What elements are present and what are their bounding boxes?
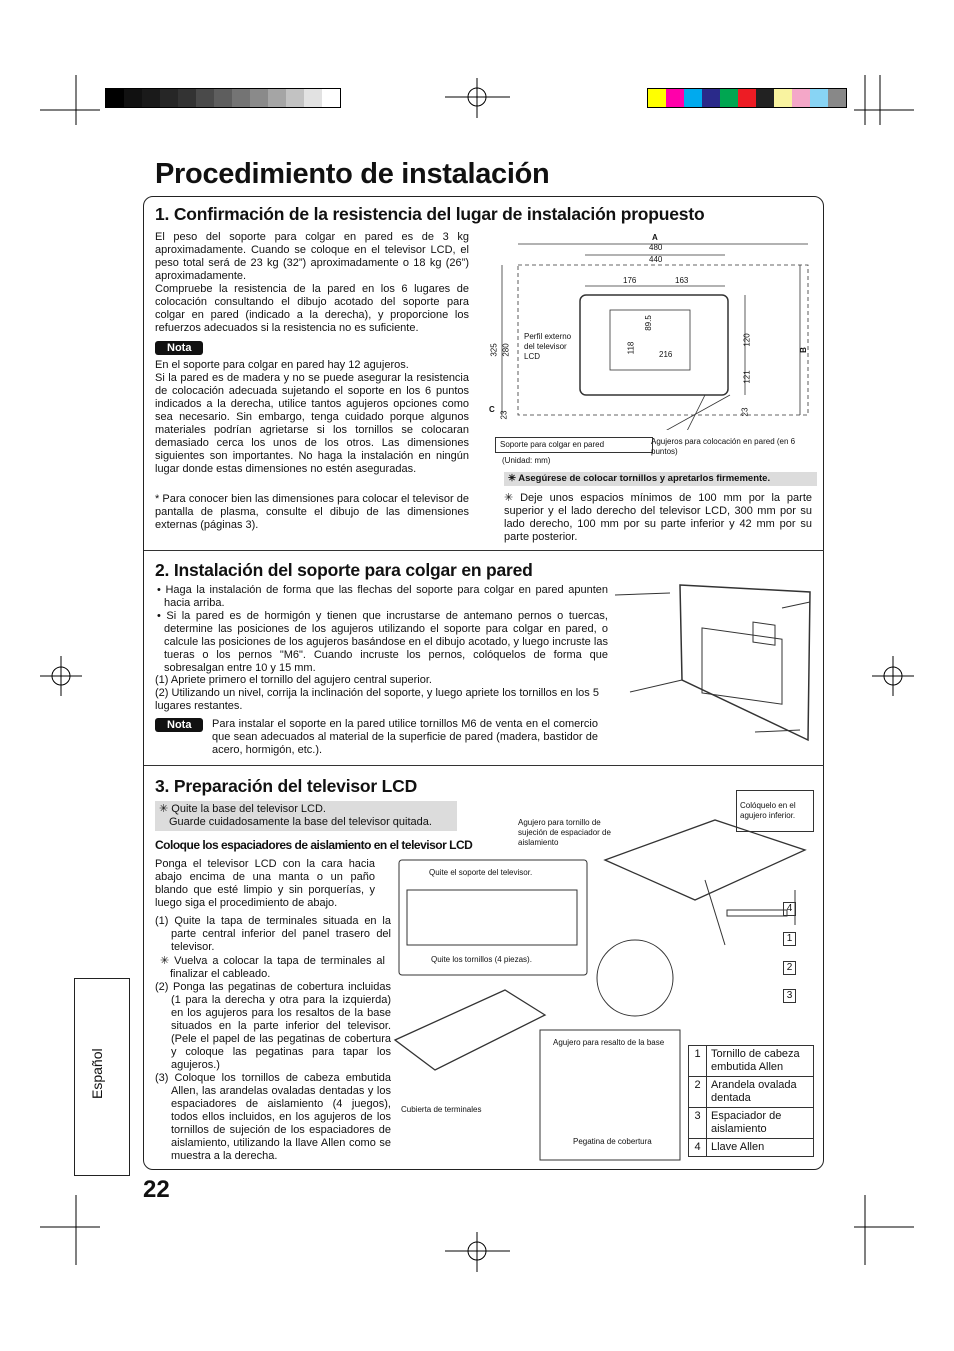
lbl-agujero-resalto: Agujero para resalto de la base — [553, 1038, 665, 1047]
color-swatch — [322, 89, 340, 107]
label-perfil-externo: Perfil externo del televisor LCD — [524, 332, 572, 361]
page-title: Procedimiento de instalación — [155, 158, 550, 190]
dim-163: 163 — [675, 276, 689, 285]
legend-row: 4 Llave Allen — [689, 1139, 814, 1157]
s2-bullet-1: • Haga la instalación de forma que las flechas del soporte para colgar en pared apunten hacia arriba. — [157, 584, 608, 609]
color-swatch — [774, 89, 792, 107]
label-agujeros: Agujeros para colocación en pared (en 6 puntos) — [651, 437, 796, 456]
section-divider — [144, 765, 824, 766]
section-3-heading: 3. Preparación del televisor LCD — [155, 776, 418, 796]
s3-step-2: (2) Ponga las pegatinas de cobertura incluidas (1 para la derecha y otra para la izquierda) en los agujeros para los resaltos de la base situados en la parte inferior del televisor. (Pele el papel de las pegatinas de cobertura y coloque las pegatinas para tapar los agujeros.) — [155, 981, 391, 1071]
dim-A: A — [652, 233, 658, 242]
color-swatch — [738, 89, 756, 107]
language-tab — [74, 978, 130, 1176]
color-swatch — [124, 89, 142, 107]
legend-row: 3 Espaciador de aislamiento — [689, 1108, 814, 1139]
color-swatch — [666, 89, 684, 107]
s3-intro: Ponga el televisor LCD con la cara hacia abajo encima de una manta o un paño blando que esté limpio y sin porquerías, y luego siga el procedimiento de abajo. — [155, 858, 375, 909]
dim-280: 280 — [501, 343, 511, 357]
color-swatch — [160, 89, 178, 107]
dim-440: 440 — [649, 255, 663, 264]
s1-footnote: * Para conocer bien las dimensiones para colocar el televisor de pantalla de plasma, consulte el dibujo de las dimensiones externas (páginas 3). — [155, 493, 469, 531]
s1-paragraph-1: El peso del soporte para colgar en pared es de 3 kg aproximadamente. Cuando se coloque en el televisor LCD, el peso total será de 23 kg (32”) aproximadamente o 18 kg (26”) aproximadamente. — [155, 231, 469, 282]
color-swatch — [106, 89, 124, 107]
color-swatch — [792, 89, 810, 107]
color-swatch — [810, 89, 828, 107]
color-swatch — [304, 89, 322, 107]
label-soporte: Soporte para colgar en pared — [495, 437, 653, 453]
callout-3: 3 — [783, 989, 796, 1003]
dim-121: 121 — [742, 370, 752, 384]
section-1-heading: 1. Confirmación de la resistencia del lugar de instalación propuesto — [155, 204, 705, 224]
parts-legend — [688, 1045, 814, 1157]
dim-325: 325 — [489, 343, 499, 357]
color-bar-right — [647, 88, 847, 108]
lbl-coloquelo: Colóquelo en el agujero inferior. — [736, 790, 814, 832]
nota-badge: Nota — [155, 341, 203, 355]
color-swatch — [232, 89, 250, 107]
callout-2: 2 — [783, 961, 796, 975]
color-swatch — [756, 89, 774, 107]
dim-480: 480 — [649, 243, 663, 252]
color-swatch — [702, 89, 720, 107]
page-number: 22 — [143, 1176, 170, 1203]
bracket-install-illustration — [610, 580, 815, 750]
warning-tighten: ✳ Asegúrese de colocar tornillos y apretarlos firmemente. — [504, 472, 817, 486]
s3-step-1-note: ✳ Vuelva a colocar la tapa de terminales al finalizar el cableado. — [160, 955, 385, 980]
dim-C: C — [489, 405, 495, 414]
section-2-heading: 2. Instalación del soporte para colgar en pared — [155, 560, 533, 580]
dim-176: 176 — [623, 276, 637, 285]
color-swatch — [178, 89, 196, 107]
dim-23a: 23 — [499, 410, 509, 420]
lbl-pegatina: Pegatina de cobertura — [573, 1137, 652, 1146]
s3-grey-line-1: ✳ Quite la base del televisor LCD. — [159, 803, 326, 815]
dim-23b: 23 — [740, 407, 750, 417]
lbl-quite-tornillos: Quite los tornillos (4 piezas). — [431, 955, 532, 964]
language-tab-label: Español — [89, 1048, 105, 1099]
callout-1: 1 — [783, 932, 796, 946]
s1-nota-text: Si la pared es de madera y no se puede asegurar la resistencia de colocación adecuada sujetando el soporte en los 6 puntos indicados a la derecha, utilice tantos agujeros opciones como sea necesario. Sin embargo, tenga cuidado porque algunos materiales podrían agrietarse si los tornillos se colocaran demasiado cerca los unos de los otros. Las dimensiones siguientes son importantes. No haga la instalación en ningún lugar donde estas dimensiones no estén aseguradas. — [155, 372, 469, 475]
color-bar-left — [105, 88, 341, 108]
color-swatch — [828, 89, 846, 107]
dim-120: 120 — [742, 333, 752, 347]
s3-grey-line-2: Guarde cuidadosamente la base del televisor quitada. — [169, 816, 432, 828]
lbl-quite-soporte: Quite el soporte del televisor. — [429, 868, 533, 877]
label-unidad: (Unidad: mm) — [502, 456, 551, 465]
nota-badge: Nota — [155, 718, 203, 732]
dim-118: 118 — [626, 341, 636, 355]
color-swatch — [648, 89, 666, 107]
color-swatch — [142, 89, 160, 107]
color-swatch — [196, 89, 214, 107]
section-divider — [144, 550, 824, 551]
s2-bullet-2: • Si la pared es de hormigón y tienen que incrustarse de antemano pernos o tuercas, determine las posiciones de los agujeros utilizando el soporte para colgar en pared, o calcule las posiciones de los agujeros basándose en el dibujo acotado, y luego incruste las tueras o los pernos "M6". Cuando incruste los pernos, colóquelos de forma que sobresalgan entre 10 y 15 mm. — [157, 610, 608, 674]
color-swatch — [720, 89, 738, 107]
s2-step-1: (1) Apriete primero el tornillo del agujero central superior. — [155, 674, 432, 686]
s1-nota-line-1: En el soporte para colgar en pared hay 12 agujeros. — [155, 359, 409, 371]
dim-216: 216 — [659, 350, 673, 359]
s3-subheading: Coloque los espaciadores de aislamiento en el televisor LCD — [155, 838, 473, 852]
s2-step-2: (2) Utilizando un nivel, corrija la inclinación del soporte, y luego apriete los tornillos en los 5 lugares restantes. — [155, 687, 599, 712]
s3-step-3: (3) Coloque los tornillos de cabeza embutida Allen, las arandelas ovaladas dentadas y los espaciadores de aislamiento (4 juegos), todos ellos incluidos, en los agujeros de los tornillos de sujeción de los espaciadores de aislamiento, utilizando la llave Allen como se muestra a la derecha. — [155, 1072, 391, 1162]
s1-paragraph-2: Compruebe la resistencia de la pared en los 6 lugares de colocación consultando el dibujo acotado del soporte para colgar en pared (indicado a la derecha), y proporcione los refuerzos adecuados si la resistencia no es suficiente. — [155, 283, 469, 334]
space-note: ✳ Deje unos espacios mínimos de 100 mm por la parte superior y el lado derecho del televisor LCD, 300 mm por su lado derecho, 100 mm por su parte inferior y 42 mm por su parte posterior. — [504, 492, 812, 543]
color-swatch — [684, 89, 702, 107]
lbl-cubierta: Cubierta de terminales — [401, 1105, 482, 1114]
color-swatch — [250, 89, 268, 107]
color-swatch — [214, 89, 232, 107]
s2-nota-text: Para instalar el soporte en la pared utilice tornillos M6 de venta en el comercio que sean adecuados al material de la superficie de pared (madera, bastidor de acero, hormigón, etc.). — [212, 718, 598, 756]
callout-4: 4 — [783, 902, 796, 916]
s3-step-1: (1) Quite la tapa de terminales situada en la parte central inferior del panel trasero del televisor. — [155, 915, 391, 953]
color-swatch — [286, 89, 304, 107]
dim-89: 89.5 — [643, 315, 653, 331]
dim-B: B — [798, 347, 808, 353]
legend-row: 1 Tornillo de cabeza embutida Allen — [689, 1046, 814, 1077]
legend-row: 2 Arandela ovalada dentada — [689, 1077, 814, 1108]
lbl-agujero-tornillo: Agujero para tornillo de sujeción de espaciador de aislamiento — [518, 818, 611, 847]
color-swatch — [268, 89, 286, 107]
